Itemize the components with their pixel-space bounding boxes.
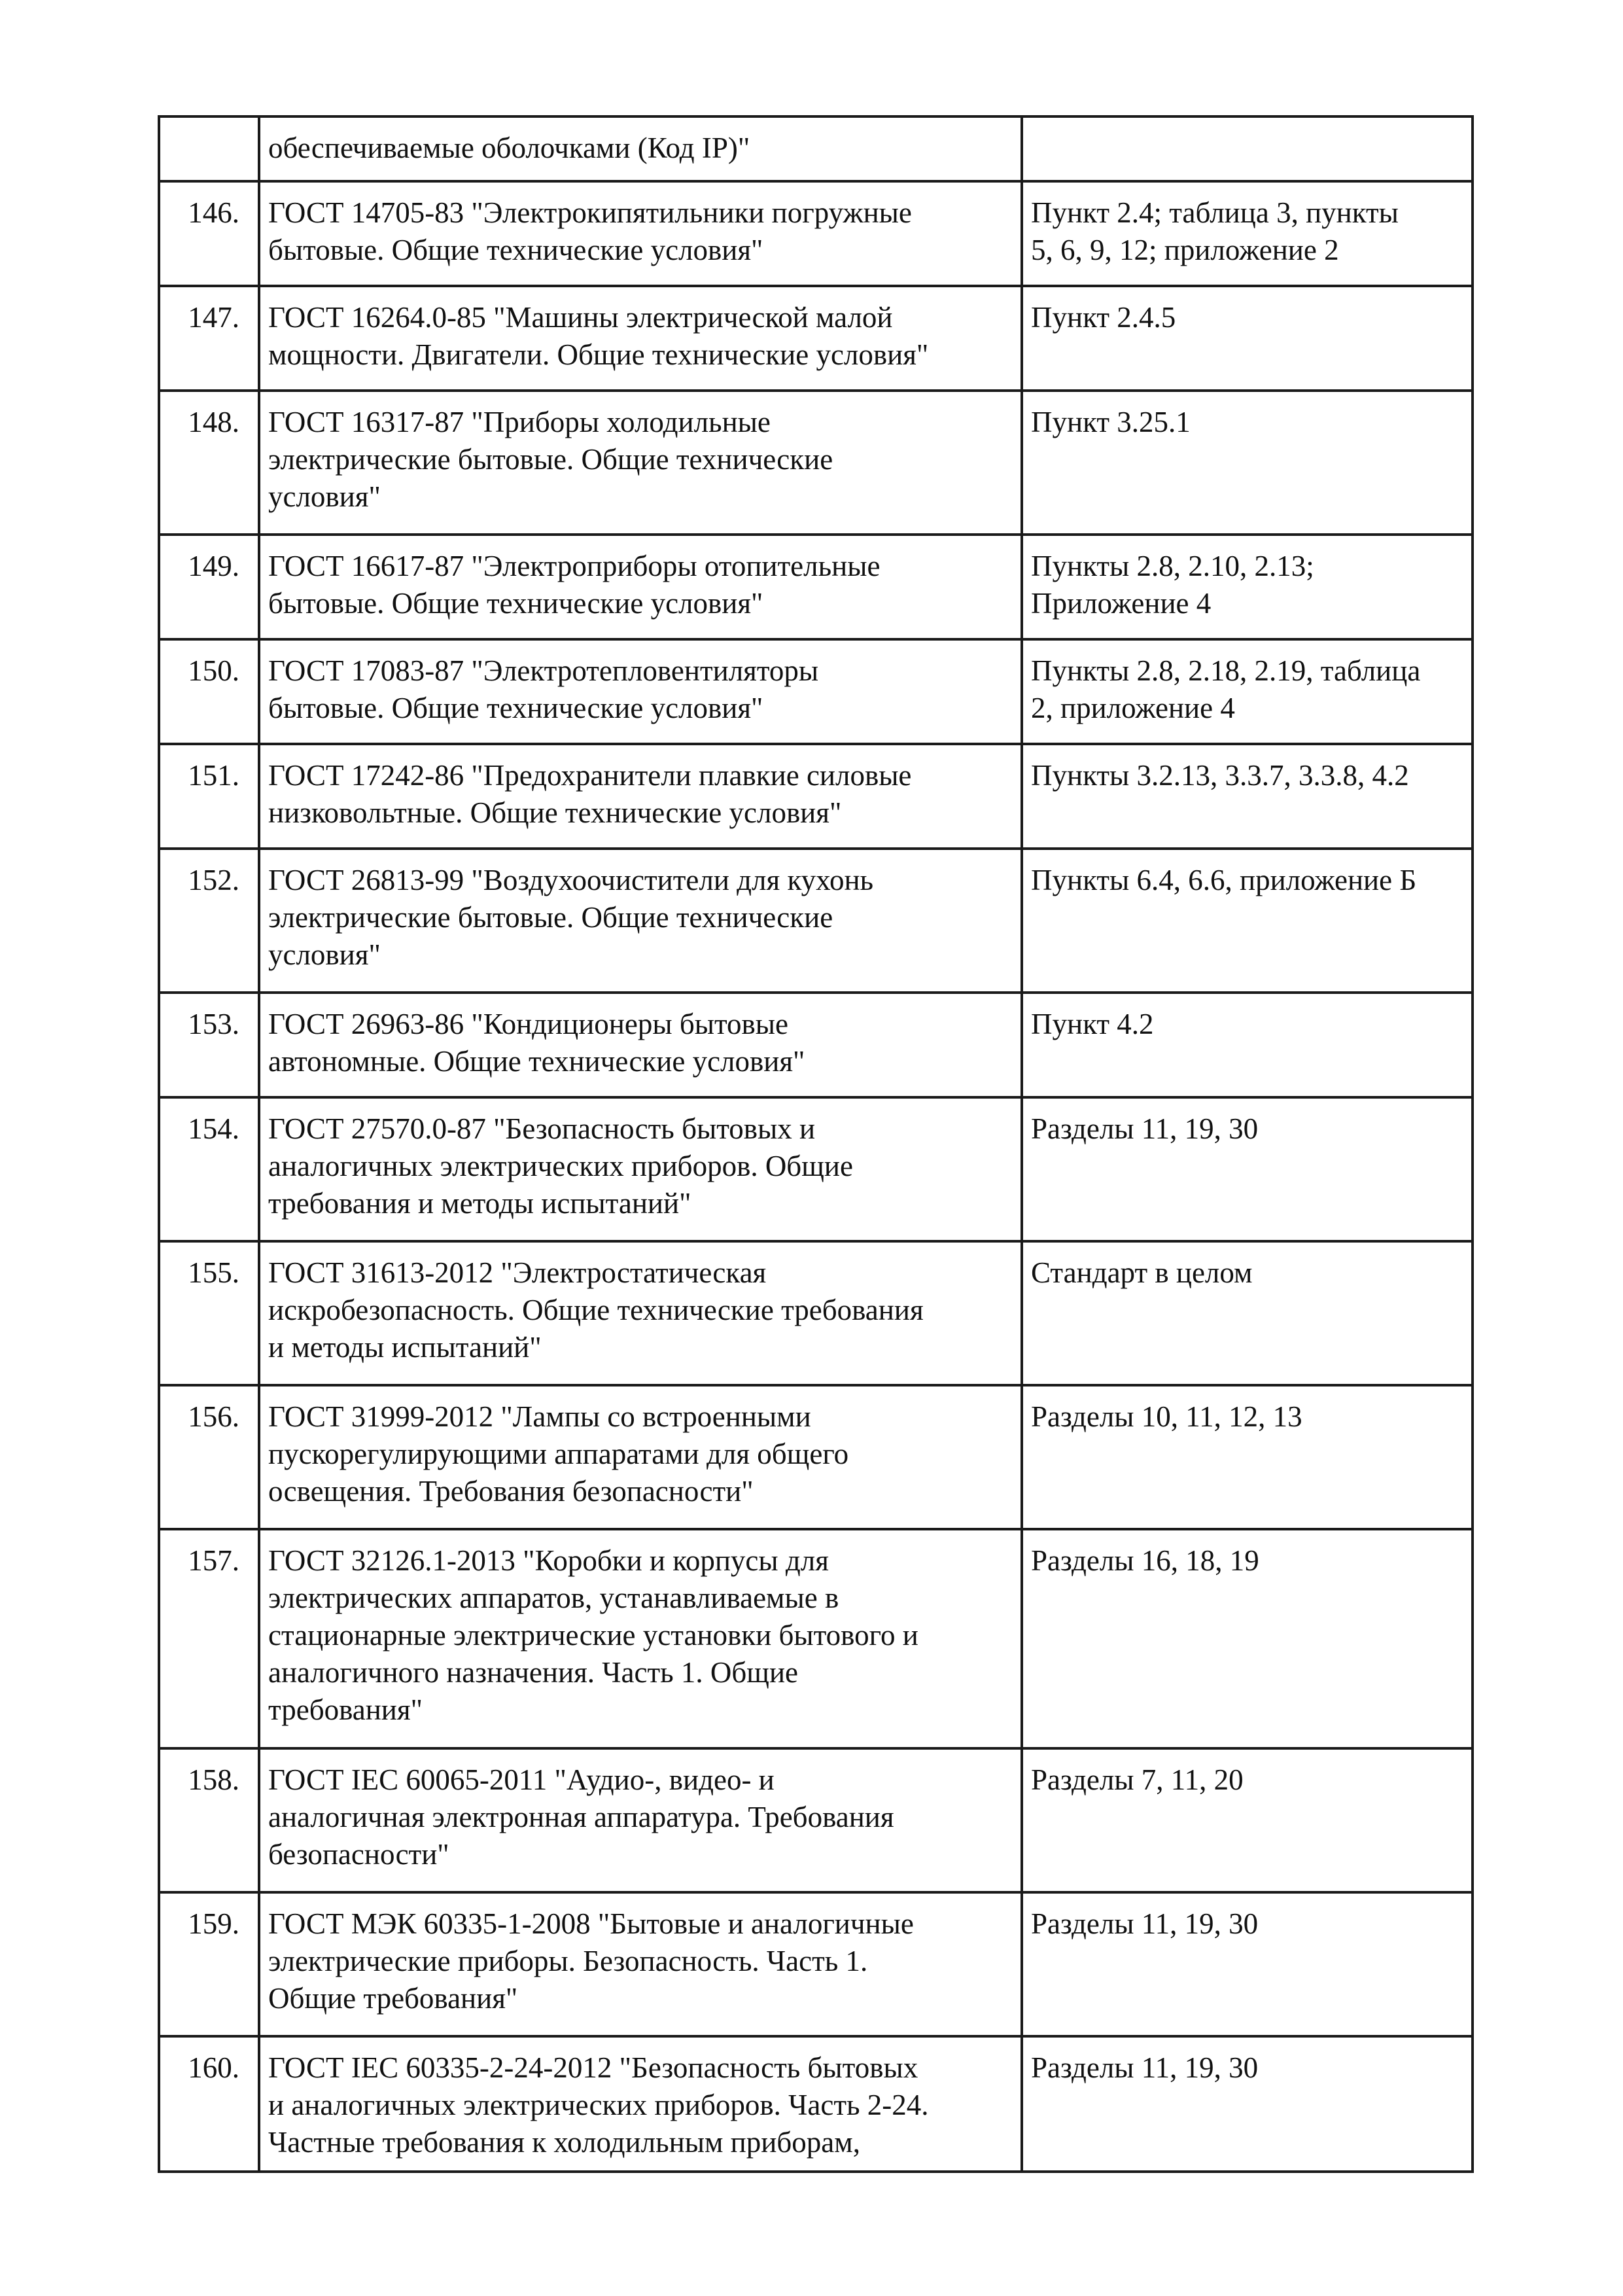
standard-title-cell xyxy=(259,639,1022,744)
table-row xyxy=(159,181,1473,286)
standard-title-line: ГОСТ 32126.1-2013 "Коробки и корпусы для xyxy=(268,1544,829,1577)
table-row xyxy=(159,286,1473,391)
standard-title-line: бытовые. Общие технические условия" xyxy=(268,587,763,620)
applicable-clauses-cell xyxy=(1022,744,1473,849)
standard-title-line: низковольтные. Общие технические условия" xyxy=(268,796,842,829)
row-number: 154. xyxy=(188,1112,239,1145)
standard-title-cell xyxy=(259,181,1022,286)
standard-title-line: ГОСТ 17083-87 "Электротепловентиляторы xyxy=(268,654,819,687)
applicable-clauses-line: Пункты 3.2.13, 3.3.7, 3.3.8, 4.2 xyxy=(1031,759,1409,792)
row-number-cell xyxy=(159,1097,259,1241)
standard-title-line: аналогичная электронная аппаратура. Требования xyxy=(268,1801,894,1833)
standard-title-line: и методы испытаний" xyxy=(268,1331,542,1364)
row-number: 157. xyxy=(188,1544,239,1577)
row-number-cell xyxy=(159,639,259,744)
applicable-clauses-line: 2, приложение 4 xyxy=(1031,692,1235,724)
standard-title-line: освещения. Требования безопасности" xyxy=(268,1475,754,1508)
table-row xyxy=(159,849,1473,993)
applicable-clauses-line: Разделы 10, 11, 12, 13 xyxy=(1031,1400,1302,1433)
row-number: 153. xyxy=(188,1008,239,1040)
row-number-cell xyxy=(159,286,259,391)
applicable-clauses-line: 5, 6, 9, 12; приложение 2 xyxy=(1031,234,1339,266)
applicable-clauses-cell xyxy=(1022,1748,1473,1892)
standard-title-line: ГОСТ 27570.0-87 "Безопасность бытовых и xyxy=(268,1112,816,1145)
standard-title-cell xyxy=(259,1892,1022,2036)
applicable-clauses-line: Разделы 11, 19, 30 xyxy=(1031,1112,1259,1145)
applicable-clauses-line: Пункт 2.4.5 xyxy=(1031,301,1176,334)
standard-title-line: Общие требования" xyxy=(268,1982,518,2015)
applicable-clauses-cell xyxy=(1022,1241,1473,1385)
applicable-clauses-cell xyxy=(1022,849,1473,993)
standard-title-line: бытовые. Общие технические условия" xyxy=(268,234,763,266)
applicable-clauses-line: Приложение 4 xyxy=(1031,587,1212,620)
standard-title-line: электрические бытовые. Общие технические xyxy=(268,901,833,934)
standard-title-line: ГОСТ МЭК 60335-1-2008 "Бытовые и аналогичные xyxy=(268,1907,914,1940)
applicable-clauses-line: Пункты 6.4, 6.6, приложение Б xyxy=(1031,864,1417,896)
standard-title-line: пускорегулирующими аппаратами для общего xyxy=(268,1438,849,1470)
row-number: 160. xyxy=(188,2051,239,2084)
standard-title-line: ГОСТ IEC 60065-2011 "Аудио-, видео- и xyxy=(268,1763,775,1796)
standard-title-line: ГОСТ 26813-99 "Воздухоочистители для кухонь xyxy=(268,864,874,896)
applicable-clauses-cell xyxy=(1022,1892,1473,2036)
standard-title-cell xyxy=(259,2036,1022,2172)
table-row xyxy=(159,993,1473,1097)
row-number: 149. xyxy=(188,550,239,582)
applicable-clauses-line: Разделы 11, 19, 30 xyxy=(1031,1907,1259,1940)
standard-title-line: бытовые. Общие технические условия" xyxy=(268,692,763,724)
table-row xyxy=(159,1385,1473,1529)
standard-title-line: ГОСТ 16317-87 "Приборы холодильные xyxy=(268,406,771,438)
row-number: 158. xyxy=(188,1763,239,1796)
row-number-cell xyxy=(159,1385,259,1529)
table-row xyxy=(159,1892,1473,2036)
applicable-clauses-line: Разделы 11, 19, 30 xyxy=(1031,2051,1259,2084)
standard-title-line: Частные требования к холодильным приборам, xyxy=(268,2126,860,2159)
row-number-cell xyxy=(159,849,259,993)
standard-title-line: ГОСТ 17242-86 "Предохранители плавкие силовые xyxy=(268,759,912,792)
standard-title-line: безопасности" xyxy=(268,1838,449,1871)
standards-table xyxy=(158,115,1474,2173)
row-number-cell xyxy=(159,744,259,849)
standard-title-line: аналогичного назначения. Часть 1. Общие xyxy=(268,1656,798,1689)
standard-title-line: требования и методы испытаний" xyxy=(268,1187,691,1220)
standard-title-cell xyxy=(259,391,1022,535)
applicable-clauses-line: Пункты 2.8, 2.10, 2.13; xyxy=(1031,550,1314,582)
standard-title-line: электрических аппаратов, устанавливаемые в xyxy=(268,1581,839,1614)
row-number: 155. xyxy=(188,1256,239,1289)
row-number: 156. xyxy=(188,1400,239,1433)
row-number: 150. xyxy=(188,654,239,687)
row-number: 147. xyxy=(188,301,239,334)
applicable-clauses-line: Разделы 7, 11, 20 xyxy=(1031,1763,1244,1796)
applicable-clauses-line: Пункт 3.25.1 xyxy=(1031,406,1191,438)
standard-title-line: ГОСТ 16617-87 "Электроприборы отопительные xyxy=(268,550,881,582)
standard-title-line: автономные. Общие технические условия" xyxy=(268,1045,805,1078)
row-number: 159. xyxy=(188,1907,239,1940)
standards-table-body xyxy=(159,116,1473,2172)
row-number-cell xyxy=(159,1529,259,1748)
applicable-clauses-line: Пункт 4.2 xyxy=(1031,1008,1154,1040)
standard-title-line: и аналогичных электрических приборов. Часть 2-24. xyxy=(268,2089,929,2121)
standard-title-line: условия" xyxy=(268,938,381,971)
applicable-clauses-cell xyxy=(1022,286,1473,391)
standard-title-line: ГОСТ 31613-2012 "Электростатическая xyxy=(268,1256,767,1289)
standard-title-line: ГОСТ 14705-83 "Электрокипятильники погружные xyxy=(268,196,912,229)
standard-title-line: электрические приборы. Безопасность. Часть 1. xyxy=(268,1945,868,1977)
applicable-clauses-cell xyxy=(1022,1097,1473,1241)
applicable-clauses-cell xyxy=(1022,639,1473,744)
table-row xyxy=(159,744,1473,849)
standard-title-cell xyxy=(259,1241,1022,1385)
row-number-cell xyxy=(159,1241,259,1385)
standard-title-cell xyxy=(259,993,1022,1097)
applicable-clauses-line: Стандарт в целом xyxy=(1031,1256,1253,1289)
row-number-cell xyxy=(159,1892,259,2036)
table-row xyxy=(159,2036,1473,2172)
standard-title-cell xyxy=(259,535,1022,639)
standard-title-cell xyxy=(259,1097,1022,1241)
standard-title-cell xyxy=(259,1748,1022,1892)
standard-title-cell xyxy=(259,1529,1022,1748)
table-row xyxy=(159,535,1473,639)
standard-title-line: требования" xyxy=(268,1693,423,1726)
standard-title-line: электрические бытовые. Общие технические xyxy=(268,443,833,476)
applicable-clauses-cell xyxy=(1022,181,1473,286)
table-row xyxy=(159,1241,1473,1385)
applicable-clauses-line: Пункты 2.8, 2.18, 2.19, таблица xyxy=(1031,654,1421,687)
applicable-clauses-cell xyxy=(1022,391,1473,535)
row-number-cell xyxy=(159,2036,259,2172)
standard-title-cell xyxy=(259,286,1022,391)
applicable-clauses-cell xyxy=(1022,116,1473,181)
standard-title-line: стационарные электрические установки бытового и xyxy=(268,1619,918,1651)
row-number-cell xyxy=(159,391,259,535)
applicable-clauses-cell xyxy=(1022,1529,1473,1748)
applicable-clauses-cell xyxy=(1022,2036,1473,2172)
applicable-clauses-line: Разделы 16, 18, 19 xyxy=(1031,1544,1259,1577)
table-row xyxy=(159,639,1473,744)
row-number: 148. xyxy=(188,406,239,438)
applicable-clauses-cell xyxy=(1022,1385,1473,1529)
row-number: 146. xyxy=(188,196,239,229)
standard-title-cell xyxy=(259,116,1022,181)
row-number-cell xyxy=(159,993,259,1097)
standard-title-line: обеспечиваемые оболочками (Код IP)" xyxy=(268,132,750,164)
applicable-clauses-line: Пункт 2.4; таблица 3, пункты xyxy=(1031,196,1399,229)
applicable-clauses-cell xyxy=(1022,993,1473,1097)
row-number-cell xyxy=(159,1748,259,1892)
table-row xyxy=(159,1529,1473,1748)
standard-title-line: мощности. Двигатели. Общие технические условия" xyxy=(268,338,929,371)
standard-title-line: ГОСТ 16264.0-85 "Машины электрической малой xyxy=(268,301,893,334)
row-number: 152. xyxy=(188,864,239,896)
standard-title-cell xyxy=(259,744,1022,849)
standard-title-line: искробезопасность. Общие технические требования xyxy=(268,1294,924,1326)
standard-title-cell xyxy=(259,1385,1022,1529)
table-row xyxy=(159,116,1473,181)
standard-title-line: ГОСТ IEC 60335-2-24-2012 "Безопасность бытовых xyxy=(268,2051,918,2084)
row-number-cell xyxy=(159,116,259,181)
standard-title-line: условия" xyxy=(268,480,381,513)
standard-title-cell xyxy=(259,849,1022,993)
standard-title-line: ГОСТ 26963-86 "Кондиционеры бытовые xyxy=(268,1008,788,1040)
standard-title-line: ГОСТ 31999-2012 "Лампы со встроенными xyxy=(268,1400,811,1433)
table-row xyxy=(159,1097,1473,1241)
applicable-clauses-cell xyxy=(1022,535,1473,639)
standard-title-line: аналогичных электрических приборов. Общие xyxy=(268,1150,853,1182)
row-number-cell xyxy=(159,181,259,286)
table-row xyxy=(159,391,1473,535)
table-row xyxy=(159,1748,1473,1892)
row-number-cell xyxy=(159,535,259,639)
row-number: 151. xyxy=(188,759,239,792)
